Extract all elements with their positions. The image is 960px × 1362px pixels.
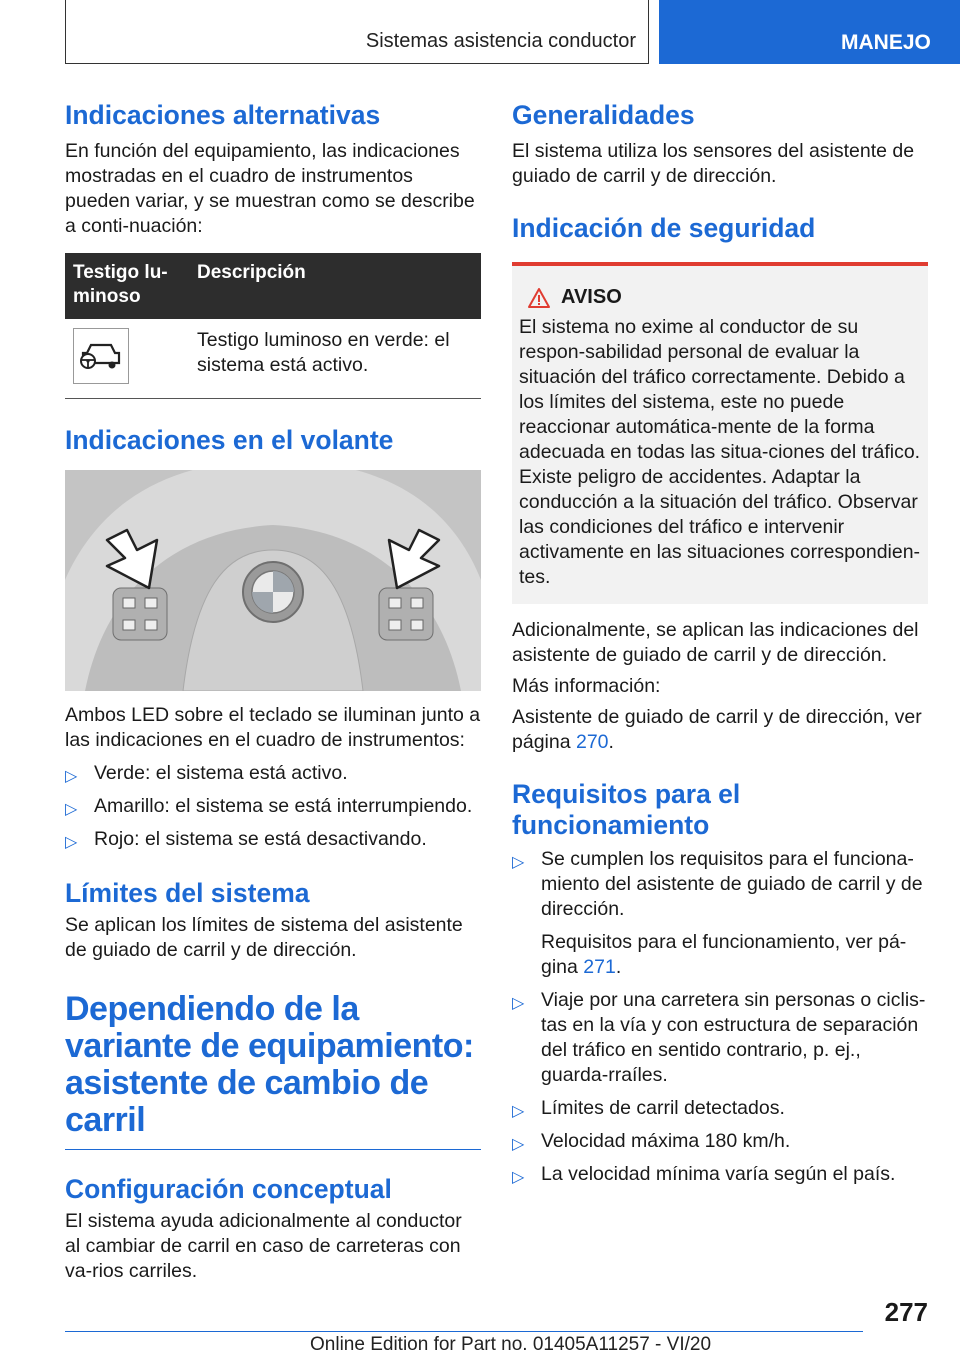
list-item: ▷ Se cumplen los requisitos para el funciona-miento del asistente de guiado de carril y de dirección. Requisitos para el funcionamiento, ver pá-gina 271. <box>512 847 928 980</box>
intro-paragraph: En función del equipamiento, las indicaciones mostradas en el cuadro de instrumentos pueden variar, y se muestran como se describe a conti-nuación: <box>65 140 475 237</box>
bullet-triangle-icon: ▷ <box>512 1103 525 1120</box>
steering-wheel-buttons-photo <box>65 470 481 691</box>
volante-paragraph: Ambos LED sobre el teclado se iluminan junto a las indicaciones en el cuadro de instrumentos: <box>65 704 481 751</box>
table-header-indicator: Testigo lu-minoso <box>65 253 189 319</box>
list-item: ▷ Límites de carril detectados. <box>512 1096 928 1121</box>
bullet-triangle-icon: ▷ <box>512 1169 525 1186</box>
warning-header <box>527 286 921 309</box>
section-title-generalidades: Generalidades <box>512 100 695 130</box>
sub-reference: Requisitos para el funcionamiento, ver pá-gina 271. <box>541 931 907 978</box>
table-header-description: Descripción <box>189 253 481 319</box>
list-item: ▷ Viaje por una carretera sin personas o ciclis-tas en la vía y con estructura de separación del tráfico en sentido contrario, p. ej., guarda-rraíles. <box>512 989 926 1086</box>
table-row <box>65 319 481 399</box>
section-title-volante: Indicaciones en el volante <box>65 425 394 455</box>
list-item: ▷ Rojo: el sistema se está desactivando. <box>65 827 481 852</box>
generalidades-paragraph: El sistema utiliza los sensores del asistente de guiado de carril y de dirección. <box>512 140 915 187</box>
bullet-triangle-icon: ▷ <box>512 995 525 1012</box>
limites-paragraph: Se aplican los límites de sistema del asistente de guiado de carril y de dirección. <box>65 914 463 961</box>
left-column <box>65 100 481 1284</box>
warning-box <box>512 262 928 604</box>
section-title-configuracion: Configuración conceptual <box>65 1174 392 1204</box>
list-item: ▷ Verde: el sistema está activo. <box>65 761 481 786</box>
led-bullet-list <box>65 761 481 852</box>
warning-label: AVISO <box>561 286 622 308</box>
bullet-triangle-icon: ▷ <box>512 1136 525 1153</box>
indicator-table <box>65 253 481 399</box>
mas-info-label: Más información: <box>512 675 661 697</box>
requirements-bullet-list <box>512 847 928 1187</box>
list-item: ▷ Velocidad máxima 180 km/h. <box>512 1129 928 1154</box>
table-cell-description: Testigo luminoso en verde: el sistema está activo. <box>189 319 481 399</box>
warning-triangle-icon <box>527 287 551 309</box>
header-box <box>65 0 649 64</box>
warning-text: El sistema no exime al conductor de su respon-sabilidad personal de evaluar la situación del tráfico correctamente. Debido a los límites del sistema, este no puede reaccionar automática-mente de la forma adecuada en todas las situa-ciones del tráfico. Existe peligro de accidentes. Adaptar la conducción a la situación del tráfico. Observar las condiciones del tráfico e intervenir activamente en las situaciones correspondien-tes. <box>519 316 921 588</box>
list-item: ▷ La velocidad mínima varía según el país. <box>512 1162 928 1187</box>
bullet-triangle-icon: ▷ <box>65 834 78 851</box>
section-title-limites: Límites del sistema <box>65 878 310 908</box>
footer-edition: Online Edition for Part no. 01405A11257 - VI/20 <box>310 1334 712 1355</box>
right-column <box>512 100 928 1187</box>
page-link-270[interactable]: 270 <box>575 731 609 753</box>
chapter-title: Dependiendo de la variante de equipamiento: asistente de cambio de carril <box>65 990 474 1139</box>
page-number: 277 <box>884 1297 928 1327</box>
section-title-requisitos: Requisitos para el funcionamiento <box>512 779 741 840</box>
configuracion-paragraph: El sistema ayuda adicionalmente al conductor al cambiar de carril en caso de carreteras con va-rios carriles. <box>65 1210 462 1282</box>
reference-paragraph: Asistente de guiado de carril y de dirección, ver página 270. <box>512 706 922 753</box>
section-title-seguridad: Indicación de seguridad <box>512 213 816 243</box>
chapter-rule <box>65 1149 481 1150</box>
bullet-triangle-icon: ▷ <box>65 768 78 785</box>
table-cell-icon <box>65 319 189 399</box>
chapter-tab[interactable]: MANEJO <box>659 0 960 64</box>
adicional-paragraph: Adicionalmente, se aplican las indicaciones del asistente de guiado de carril y de dirección. <box>512 619 919 666</box>
page-link-271[interactable]: 271 <box>583 956 616 978</box>
header-title: Sistemas asistencia conductor <box>365 30 636 52</box>
section-title-indicaciones-alternativas: Indicaciones alternativas <box>65 100 381 130</box>
lane-assist-car-steering-icon <box>73 328 129 384</box>
list-item: ▷ Amarillo: el sistema se está interrumpiendo. <box>65 794 481 819</box>
bullet-triangle-icon: ▷ <box>512 854 525 871</box>
bullet-triangle-icon: ▷ <box>65 801 78 818</box>
footer-rule <box>65 1331 863 1332</box>
